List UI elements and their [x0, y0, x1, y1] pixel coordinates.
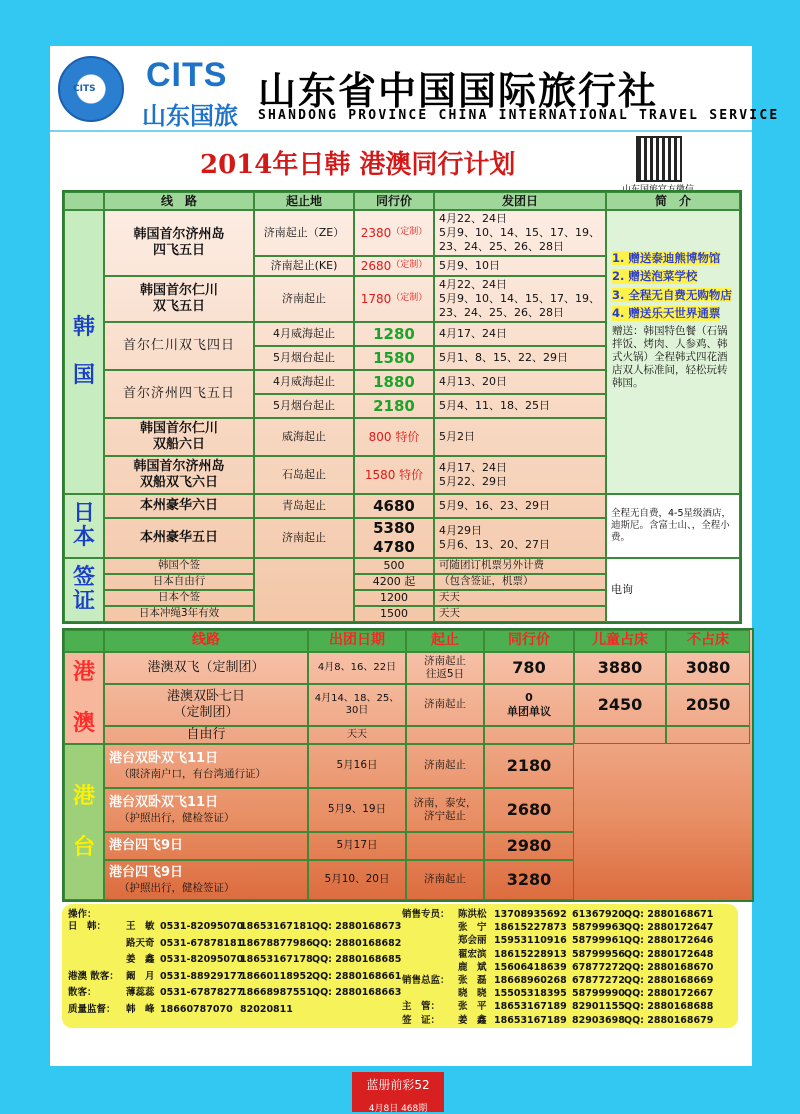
hk-taiwan-table: [62, 628, 754, 902]
tw-route: [104, 788, 308, 832]
tw-blank: [574, 832, 750, 860]
visa-name: 日本自由行: [104, 574, 254, 590]
contact-name: 陈洪松: [458, 909, 487, 920]
contact-row: [402, 919, 720, 933]
contact-name: 姜 鑫: [458, 1014, 487, 1026]
tw-from: 济南，泰安， 济宁起止: [406, 788, 484, 832]
tw-route-title: 港台四飞9日: [109, 865, 184, 881]
contact-qq: QQ: 2880168671: [624, 909, 714, 920]
contact-qq: QQ: 2880172647: [624, 922, 714, 934]
from-cell: 石岛起止: [254, 456, 354, 494]
section-korea: 韩 国: [64, 210, 104, 494]
th2-1: 出团日期: [308, 630, 406, 652]
hk-nobed: 2050: [666, 684, 750, 726]
contact-tel: 67877272: [572, 975, 625, 986]
tw-route-sub: （护照出行，健检签证）: [119, 811, 235, 824]
contact-tel: 58799961: [572, 935, 625, 947]
contact-qq: QQ: 2880168673: [312, 921, 402, 932]
contact-row: [68, 918, 402, 932]
contact-row: [402, 946, 720, 960]
price-value: 2180: [373, 396, 415, 415]
contact-tel: 0531-82095070: [160, 921, 244, 932]
hk-price: 0 单团单议: [484, 684, 574, 726]
from-cell: 4月威海起止: [254, 322, 354, 346]
dates-cell: 5月2日: [434, 418, 606, 456]
dates-cell: 5月1、8、15、22、29日: [434, 346, 606, 370]
route-cell: 韩国首尔仁川 双船六日: [104, 418, 254, 456]
tw-price: 3280: [484, 860, 574, 900]
contact-mobile: 18615228913: [494, 948, 567, 960]
from-cell: 济南起止: [254, 518, 354, 558]
contact-name: 晓 晓: [458, 988, 487, 1000]
visa-name: 日本冲绳3年有效: [104, 606, 254, 622]
contact-mobile: 15606418639: [494, 961, 567, 973]
contact-row: [68, 935, 402, 949]
route-cell: 本州豪华五日: [104, 518, 254, 558]
dates-cell: 4月13、20日: [434, 370, 606, 394]
contact-tel: 0531-82095070: [160, 954, 244, 965]
contact-row: [402, 998, 720, 1012]
th-from: 起止地: [254, 192, 354, 210]
contact-mobile: 18615227873: [494, 922, 567, 934]
th-route: 线 路: [104, 192, 254, 210]
price-cell: [354, 394, 434, 418]
tw-price: 2980: [484, 832, 574, 860]
plan-title: 2014年日韩 港澳同行计划: [200, 150, 516, 180]
price-value: 1780: [360, 291, 392, 306]
contact-tel: 0531-88929177: [160, 970, 244, 982]
price-cell: [354, 276, 434, 322]
from-cell: 5月烟台起止: [254, 394, 354, 418]
th-dates: 发团日: [434, 192, 606, 210]
price-value: 2680: [360, 258, 392, 273]
tw-from: 济南起止: [406, 860, 484, 900]
route-cell: 韩国首尔济州岛 双船双飞六日: [104, 456, 254, 494]
contact-mobile: 18653167189: [494, 1014, 567, 1026]
contact-qq: QQ: 2880172648: [624, 948, 714, 960]
th-intro: 简 介: [606, 192, 740, 210]
header: [50, 46, 780, 132]
route-cell: 本州豪华六日: [104, 494, 254, 518]
contact-tel: 0531-67878277: [160, 987, 244, 998]
contact-mobile: 18653167189: [494, 1001, 567, 1013]
tw-route: [104, 832, 308, 860]
price-value: 1280: [373, 324, 415, 343]
japan-korea-table: [62, 190, 742, 624]
visa-from-blank: [254, 558, 354, 622]
price-note: （定制）: [391, 227, 428, 238]
th2-2: 起止: [406, 630, 484, 652]
tw-route: [104, 744, 308, 788]
price-value: 1580 特价: [364, 467, 424, 482]
tw-blank: [574, 860, 750, 900]
visa-note: 天天: [434, 590, 606, 606]
contact-qq: QQ: 2880168669: [624, 975, 714, 986]
section-japan: 日 本: [64, 494, 104, 558]
from-cell: 4月威海起止: [254, 370, 354, 394]
hk-route: 港澳双卧七日 （定制团）: [104, 684, 308, 726]
hk-dates: 4月8、16、22日: [308, 652, 406, 684]
contact-name: 张 宁: [458, 922, 487, 934]
price-cell: 4680: [354, 494, 434, 518]
price-cell: [354, 322, 434, 346]
logo-cn: 山东国旅: [142, 102, 238, 130]
dates-cell: 5月4、11、18、25日: [434, 394, 606, 418]
ops-label: 操作：: [68, 909, 97, 920]
issue-tag: [352, 1072, 444, 1112]
dates-cell: 4月22、24日 5月9、10、14、15、17、19、 23、24、25、26、28日: [434, 210, 606, 256]
dates-cell: 4月17、24日: [434, 322, 606, 346]
price-value: 1880: [373, 372, 415, 391]
tw-dates: 5月10、20日: [308, 860, 406, 900]
contact-label: 签 证：: [402, 1014, 441, 1026]
contact-label: 港澳 散客：: [68, 970, 119, 982]
from-cell: 威海起止: [254, 418, 354, 456]
contact-name: 郑会丽: [458, 935, 487, 947]
contact-label: 主 管：: [402, 1001, 441, 1013]
th2-3: 同行价: [484, 630, 574, 652]
contact-mobile: 18653167181: [240, 921, 313, 932]
contact-mobile: 18660118952: [240, 970, 313, 982]
intro-highlight: 3. 全程无自费无购物店: [612, 287, 732, 302]
hk-from: 济南起止 往返5日: [406, 652, 484, 684]
contact-name: 王 敏: [126, 921, 155, 932]
contact-name: 翟宏滨: [458, 948, 487, 960]
company-title-en: SHANDONG PROVINCE CHINA INTERNATIONAL TRAVEL SERVICE: [258, 108, 780, 123]
contact-tel: 82903698: [572, 1014, 625, 1026]
contact-qq: QQ: 2880168663: [312, 987, 402, 998]
contact-tel: 58799990: [572, 988, 625, 1000]
price-cell: [354, 346, 434, 370]
contact-row: [402, 932, 720, 946]
route-cell: 韩国首尔仁川 双飞五日: [104, 276, 254, 322]
contact-row: [402, 906, 720, 920]
price-value: 1580: [373, 348, 415, 367]
contact-name: 薄蕊蕊: [126, 987, 155, 998]
hk-child: 2450: [574, 684, 666, 726]
visa-note: 天天: [434, 606, 606, 622]
contact-name: 张 平: [458, 1001, 487, 1013]
contact-tel: 58799963: [572, 922, 625, 934]
contact-label: 散客：: [68, 987, 97, 998]
th2-0: 线路: [104, 630, 308, 652]
section-visa: 签 证: [64, 558, 104, 622]
company-title-cn: 山东省中国国际旅行社: [258, 69, 659, 113]
th-corner: [64, 192, 104, 210]
japan-intro: 全程无自费，4-5星级酒店，迪斯尼。含富士山、，全程小费。: [606, 494, 740, 558]
price-cell: 5380 4780: [354, 518, 434, 558]
contact-qq: QQ: 2880168661: [312, 970, 402, 982]
tw-route-title: 港台四飞9日: [109, 837, 184, 853]
price-note: （定制）: [391, 293, 428, 304]
from-cell: 济南起止(KE): [254, 256, 354, 276]
contact-qq: QQ: 2880168688: [624, 1001, 714, 1013]
tw-route-sub: （限济南户口，有台湾通行证）: [119, 767, 266, 780]
issue-tag-label: 蓝册前彩52: [366, 1078, 430, 1092]
poster-card: [50, 46, 780, 1066]
dates-cell: 4月29日 5月6、13、20、27日: [434, 518, 606, 558]
visa-note: 可随团订机票另外计费: [434, 558, 606, 574]
contact-name: 张 磊: [458, 975, 487, 986]
price-note: （定制）: [391, 260, 428, 271]
hk-route: 港澳双飞（定制团）: [104, 652, 308, 684]
contact-tel: 18660787070: [160, 1003, 233, 1015]
intro-highlight: 1. 赠送泰迪熊博物馆: [612, 251, 721, 265]
hk-route: 自由行: [104, 726, 308, 744]
hk-dates: 天天: [308, 726, 406, 744]
contacts-panel: [62, 904, 738, 1028]
hk-child: [574, 726, 666, 744]
contact-name: 路天奇: [126, 937, 155, 949]
contact-qq: QQ: 2880172667: [624, 988, 714, 1000]
price-cell: [354, 370, 434, 394]
th2-4: 儿童占床: [574, 630, 666, 652]
contact-tel: 82901155: [572, 1001, 625, 1013]
price-cell: [354, 256, 434, 276]
visa-name: 日本个签: [104, 590, 254, 606]
th2-5: 不占床: [666, 630, 750, 652]
tw-from: 济南起止: [406, 744, 484, 788]
contact-label: 质量监督：: [68, 1003, 116, 1015]
tw-blank: [574, 788, 750, 832]
visa-name: 韩国个签: [104, 558, 254, 574]
qr-code-icon: [636, 136, 682, 182]
visa-price: 1500: [354, 606, 434, 622]
contact-name: 姜 鑫: [126, 954, 155, 965]
dates-cell: 4月17、24日 5月22、29日: [434, 456, 606, 494]
contact-row: [68, 951, 402, 965]
contact-row: [68, 968, 402, 982]
visa-price: 4200 起: [354, 574, 434, 590]
dates-cell: 5月9、10日: [434, 256, 606, 276]
korea-intro: [606, 210, 740, 494]
th2-corner: [64, 630, 104, 652]
from-cell: 青岛起止: [254, 494, 354, 518]
contact-label: 日 韩：: [68, 921, 107, 932]
tw-route-sub: （护照出行，健检签证）: [119, 881, 235, 894]
logo-en: CITS: [146, 56, 228, 94]
intro-highlight: 4. 赠送乐天世界通票: [612, 306, 721, 321]
contact-row: [402, 985, 720, 999]
tw-price: 2680: [484, 788, 574, 832]
hk-nobed: 3080: [666, 652, 750, 684]
contact-mobile: 18653167178: [240, 954, 313, 965]
tw-dates: 5月16日: [308, 744, 406, 788]
contact-qq: QQ: 2880168679: [624, 1014, 714, 1026]
contact-qq: QQ: 2880168670: [624, 961, 714, 973]
contact-mobile: 18668987551: [240, 987, 313, 998]
route-cell: 首尔济州四飞五日: [104, 370, 254, 418]
contact-mobile: 18678877986: [240, 937, 313, 949]
price-value: 2380: [360, 225, 392, 240]
visa-note: （包含签证，机票）: [434, 574, 606, 590]
tw-dates: 5月17日: [308, 832, 406, 860]
hk-child: 3880: [574, 652, 666, 684]
contact-row: [68, 984, 402, 998]
issue-date: 4月8日 468期: [368, 1104, 428, 1114]
intro-note: 赠送：韩国特色餐（石锅拌饭、烤肉、人参鸡、韩式火锅）全程韩式四花酒店双人标准间，轻松玩转韩国。: [612, 324, 728, 389]
contact-mobile: 13708935692: [494, 909, 567, 920]
tw-price: 2180: [484, 744, 574, 788]
price-cell: [354, 210, 434, 256]
contact-label: 销售专员：: [402, 909, 450, 920]
contact-tel: 0531-67878181: [160, 937, 244, 949]
hk-nobed: [666, 726, 750, 744]
tw-from: [406, 832, 484, 860]
visa-price: 500: [354, 558, 434, 574]
contact-qq: QQ: 2880168685: [312, 954, 402, 965]
contact-name: 阚 月: [126, 970, 155, 982]
tw-route-title: 港台双卧双飞11日: [109, 751, 219, 767]
route-cell: 韩国首尔济州岛 四飞五日: [104, 210, 254, 276]
contact-tel: 61367920: [572, 909, 625, 920]
contact-mobile: 82020811: [240, 1003, 293, 1015]
intro-highlight: 2. 赠送泡菜学校: [612, 269, 698, 284]
from-cell: 济南起止: [254, 276, 354, 322]
route-cell: 首尔仁川双飞四日: [104, 322, 254, 370]
contact-mobile: 15505318395: [494, 988, 567, 1000]
from-cell: 5月烟台起止: [254, 346, 354, 370]
tw-blank: [574, 744, 750, 788]
price-cell: [354, 418, 434, 456]
contact-qq: QQ: 2880168682: [312, 937, 402, 949]
cits-globe-icon: CITS: [58, 56, 124, 122]
hk-price: 780: [484, 652, 574, 684]
dates-cell: 4月22、24日 5月9、10、14、15、17、19、 23、24、25、26、28日: [434, 276, 606, 322]
section-hk: 港 澳: [64, 652, 104, 744]
section-tw: 港 台: [64, 744, 104, 900]
price-cell: [354, 456, 434, 494]
contact-tel: 58799956: [572, 948, 625, 960]
hk-price: [484, 726, 574, 744]
visa-intro: 电询: [606, 558, 740, 622]
contact-row: [68, 1001, 312, 1015]
contact-row: [402, 972, 720, 986]
contact-name: 韩 峰: [126, 1003, 155, 1015]
tw-dates: 5月9、19日: [308, 788, 406, 832]
contact-row: [402, 959, 720, 973]
contact-row: [402, 1012, 720, 1026]
visa-price: 1200: [354, 590, 434, 606]
hk-from: 济南起止: [406, 684, 484, 726]
from-cell: 济南起止（ZE）: [254, 210, 354, 256]
price-value: 800 特价: [368, 429, 420, 444]
contact-mobile: 15953110916: [494, 935, 567, 947]
contact-mobile: 18668960268: [494, 975, 567, 986]
contact-tel: 67877272: [572, 961, 625, 973]
th-price: 同行价: [354, 192, 434, 210]
tw-route-title: 港台双卧双飞11日: [109, 795, 219, 811]
dates-cell: 5月9、16、23、29日: [434, 494, 606, 518]
contact-name: 鹿 斌: [458, 961, 487, 973]
hk-dates: 4月14、18、25、 30日: [308, 684, 406, 726]
hk-from: [406, 726, 484, 744]
contact-qq: QQ: 2880172646: [624, 935, 714, 947]
tw-route: [104, 860, 308, 900]
contact-label: 销售总监：: [402, 975, 450, 986]
